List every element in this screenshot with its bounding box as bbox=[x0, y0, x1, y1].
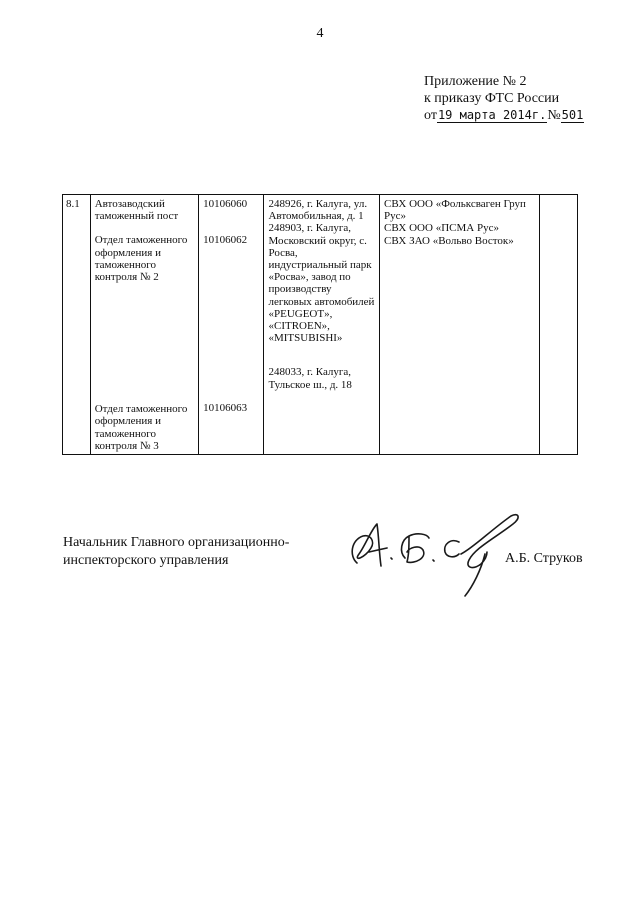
post-code-3: 10106063 bbox=[203, 402, 248, 415]
signatory-title bbox=[63, 534, 289, 570]
post-address-cell bbox=[264, 195, 380, 455]
post-address-1: 248926, г. Калуга, ул. Автомобильная, д. 1 bbox=[268, 198, 368, 223]
number-sign: № bbox=[547, 108, 561, 123]
post-name-3: Отдел таможенного оформления и таможенного контроля № 3 bbox=[94, 403, 188, 452]
table-row bbox=[63, 195, 578, 455]
post-name-1: Автозаводский таможенный пост bbox=[94, 198, 179, 223]
empty-cell bbox=[540, 195, 578, 455]
post-code-1: 10106060 bbox=[203, 198, 248, 210]
appendix-date-line bbox=[424, 107, 584, 124]
warehouse-2: СВХ ООО «ПСМА Рус» bbox=[384, 222, 499, 235]
appendix-header bbox=[424, 73, 584, 124]
appendix-order-reference: к приказу ФТС России bbox=[424, 91, 560, 106]
warehouse-3: СВХ ЗАО «Вольво Восток» bbox=[384, 234, 514, 247]
post-address-2: 248903, г. Калуга, Московский округ, с. Росва, индустриальный парк «Росва», завод по производству легковых автомобилей «PEUGEOT», «CITROEN», «MITSUBISHI» bbox=[268, 222, 375, 345]
signatory-title-line2: инспекторского управления bbox=[63, 553, 229, 568]
post-code-cell bbox=[199, 195, 264, 455]
order-date: 19 марта 2014г. bbox=[437, 108, 547, 122]
handwritten-signature bbox=[335, 508, 525, 603]
warehouse-cell bbox=[380, 195, 540, 455]
signatory-title-line1: Начальник Главного организационно- bbox=[63, 535, 290, 550]
order-number: 501 bbox=[561, 108, 584, 122]
warehouse-1: СВХ ООО «Фольксваген Груп Рус» bbox=[384, 198, 526, 223]
post-name-cell bbox=[90, 195, 198, 455]
post-name-2: Отдел таможенного оформления и таможенного контроля № 2 bbox=[94, 234, 188, 284]
row-number-cell bbox=[63, 195, 91, 455]
date-prefix: от bbox=[424, 108, 437, 123]
page-number: 4 bbox=[316, 26, 324, 41]
customs-posts-table bbox=[62, 194, 578, 455]
signatory-name: А.Б. Струков bbox=[505, 551, 583, 566]
post-code-2: 10106062 bbox=[203, 234, 248, 247]
row-number: 8.1 bbox=[66, 198, 80, 210]
post-address-3: 248033, г. Калуга, Тульское ш., д. 18 bbox=[268, 366, 352, 391]
appendix-title: Приложение № 2 bbox=[424, 74, 527, 89]
